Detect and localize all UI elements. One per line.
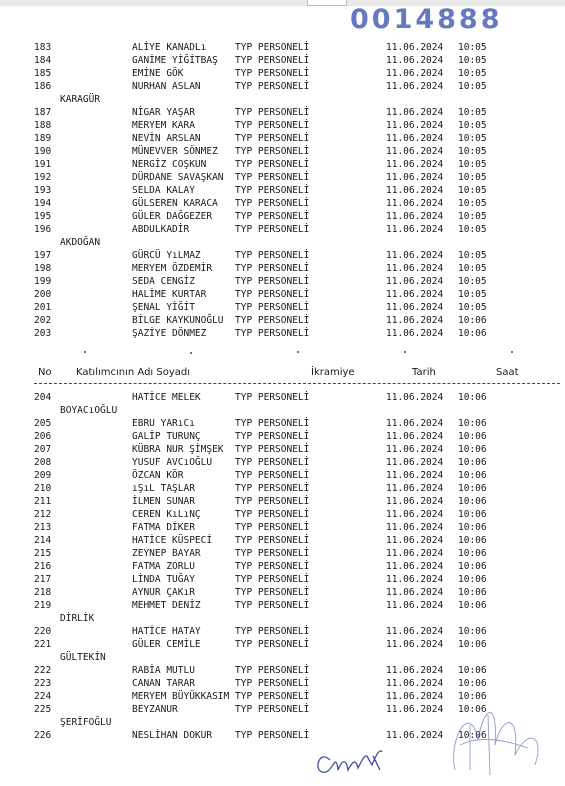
table-row	[0, 145, 565, 158]
row-time: 10:06	[458, 639, 487, 650]
row-time: 10:06	[458, 626, 487, 637]
top-tab	[307, 0, 347, 6]
participant-name: MERYEM KARA	[132, 120, 195, 131]
participant-name: HATİCE KÜSPECİ	[132, 535, 213, 546]
row-date: 11.06.2024	[386, 185, 444, 196]
row-number: 213	[34, 522, 52, 533]
row-time: 10:06	[458, 328, 487, 339]
row-number: 193	[34, 185, 52, 196]
participant-name: ABDULKADİR	[132, 224, 190, 235]
row-date: 11.06.2024	[386, 561, 444, 572]
bonus-type: TYP PERSONELİ	[235, 315, 310, 326]
group-heading	[0, 404, 565, 417]
row-date: 11.06.2024	[386, 211, 444, 222]
table-row	[0, 599, 565, 612]
row-time: 10:06	[458, 509, 487, 520]
table-row	[0, 67, 565, 80]
row-number: 190	[34, 146, 52, 157]
participant-name: GÜLER DAĞGEZER	[132, 211, 213, 222]
row-date: 11.06.2024	[386, 444, 444, 455]
row-time: 10:06	[458, 392, 487, 403]
participant-name: DÜRDANE SAVAŞKAN	[132, 172, 224, 183]
bonus-type: TYP PERSONELİ	[235, 185, 310, 196]
participant-name: ZEYNEP BAYAR	[132, 548, 201, 559]
document-number-stamp: 0014888	[350, 4, 503, 35]
row-number: 223	[34, 678, 52, 689]
group-label: DİRLİK	[60, 613, 95, 624]
bonus-type: TYP PERSONELİ	[235, 587, 310, 598]
row-date: 11.06.2024	[386, 42, 444, 53]
table-row	[0, 197, 565, 210]
bonus-type: TYP PERSONELİ	[235, 574, 310, 585]
bonus-type: TYP PERSONELİ	[235, 470, 310, 481]
table-row	[0, 288, 565, 301]
row-number: 216	[34, 561, 52, 572]
row-date: 11.06.2024	[386, 159, 444, 170]
row-date: 11.06.2024	[386, 509, 444, 520]
table-row	[0, 508, 565, 521]
row-time: 10:05	[458, 42, 487, 53]
bonus-type: TYP PERSONELİ	[235, 263, 310, 274]
row-number: 215	[34, 548, 52, 559]
row-number: 185	[34, 68, 52, 79]
row-date: 11.06.2024	[386, 678, 444, 689]
bonus-type: TYP PERSONELİ	[235, 159, 310, 170]
bonus-type: TYP PERSONELİ	[235, 691, 310, 702]
row-number: 207	[34, 444, 52, 455]
group-label: ŞERİFOĞLU	[60, 717, 112, 728]
row-date: 11.06.2024	[386, 457, 444, 468]
participant-name: FATMA ZORLU	[132, 561, 195, 572]
table-row	[0, 469, 565, 482]
bonus-type: TYP PERSONELİ	[235, 250, 310, 261]
row-date: 11.06.2024	[386, 315, 444, 326]
table-row	[0, 327, 565, 340]
row-number: 221	[34, 639, 52, 650]
header-divider	[34, 383, 560, 384]
header-time: Saat	[496, 367, 519, 378]
participant-name: NESLİHAN DOKUR	[132, 730, 213, 741]
participant-name: ŞAZİYE DÖNMEZ	[132, 328, 207, 339]
participant-name: EBRU YARıCı	[132, 418, 195, 429]
bonus-type: TYP PERSONELİ	[235, 276, 310, 287]
bonus-type: TYP PERSONELİ	[235, 561, 310, 572]
participant-name: EMİNE GÖK	[132, 68, 184, 79]
bonus-type: TYP PERSONELİ	[235, 68, 310, 79]
row-number: 186	[34, 81, 52, 92]
bonus-type: TYP PERSONELİ	[235, 496, 310, 507]
row-number: 218	[34, 587, 52, 598]
row-time: 10:05	[458, 198, 487, 209]
bonus-type: TYP PERSONELİ	[235, 211, 310, 222]
row-time: 10:06	[458, 418, 487, 429]
row-date: 11.06.2024	[386, 263, 444, 274]
participant-name: YUSUF AVCıOĞLU	[132, 457, 213, 468]
row-date: 11.06.2024	[386, 600, 444, 611]
row-time: 10:06	[458, 444, 487, 455]
bonus-type: TYP PERSONELİ	[235, 55, 310, 66]
row-time: 10:05	[458, 224, 487, 235]
group-heading	[0, 236, 565, 249]
table-header	[0, 366, 565, 379]
header-name: Katılımcının Adı Soyadı	[76, 367, 191, 378]
row-date: 11.06.2024	[386, 107, 444, 118]
participant-name: HATİCE HATAY	[132, 626, 201, 637]
row-number: 208	[34, 457, 52, 468]
row-number: 222	[34, 665, 52, 676]
row-number: 191	[34, 159, 52, 170]
table-row	[0, 547, 565, 560]
row-time: 10:05	[458, 172, 487, 183]
row-time: 10:06	[458, 431, 487, 442]
participant-name: AYNUR ÇAKıR	[132, 587, 195, 598]
row-number: 199	[34, 276, 52, 287]
participant-name: ıŞıL TAŞLAR	[132, 483, 195, 494]
row-date: 11.06.2024	[386, 55, 444, 66]
row-number: 201	[34, 302, 52, 313]
table-row	[0, 729, 565, 742]
row-time: 10:05	[458, 146, 487, 157]
row-number: 183	[34, 42, 52, 53]
participant-name: MERYEM ÖZDEMİR	[132, 263, 213, 274]
table-row	[0, 573, 565, 586]
table-row	[0, 54, 565, 67]
bonus-type: TYP PERSONELİ	[235, 626, 310, 637]
row-time: 10:06	[458, 522, 487, 533]
table-row	[0, 677, 565, 690]
row-time: 10:05	[458, 276, 487, 287]
row-time: 10:05	[458, 55, 487, 66]
table-row	[0, 262, 565, 275]
table-row	[0, 249, 565, 262]
row-time: 10:06	[458, 691, 487, 702]
row-time: 10:06	[458, 561, 487, 572]
bonus-type: TYP PERSONELİ	[235, 392, 310, 403]
row-number: 192	[34, 172, 52, 183]
row-date: 11.06.2024	[386, 470, 444, 481]
row-number: 194	[34, 198, 52, 209]
participant-name: GÜLER CEMİLE	[132, 639, 201, 650]
row-time: 10:05	[458, 263, 487, 274]
bonus-type: TYP PERSONELİ	[235, 457, 310, 468]
row-date: 11.06.2024	[386, 224, 444, 235]
row-date: 11.06.2024	[386, 68, 444, 79]
table-row	[0, 521, 565, 534]
bonus-type: TYP PERSONELİ	[235, 483, 310, 494]
row-number: 200	[34, 289, 52, 300]
participant-name: RABİA MUTLU	[132, 665, 195, 676]
participant-name: ÖZCAN KÖR	[132, 470, 184, 481]
row-time: 10:06	[458, 600, 487, 611]
row-date: 11.06.2024	[386, 418, 444, 429]
participant-name: GALİP TURUNÇ	[132, 431, 201, 442]
header-bonus: İkramiye	[311, 367, 355, 378]
participant-name: NİGAR YAŞAR	[132, 107, 195, 118]
row-time: 10:06	[458, 678, 487, 689]
row-number: 226	[34, 730, 52, 741]
row-time: 10:05	[458, 211, 487, 222]
bonus-type: TYP PERSONELİ	[235, 431, 310, 442]
bonus-type: TYP PERSONELİ	[235, 146, 310, 157]
participant-name: HALİME KURTAR	[132, 289, 207, 300]
bonus-type: TYP PERSONELİ	[235, 81, 310, 92]
bonus-type: TYP PERSONELİ	[235, 730, 310, 741]
bonus-type: TYP PERSONELİ	[235, 172, 310, 183]
group-heading	[0, 651, 565, 664]
row-number: 224	[34, 691, 52, 702]
participant-name: BEYZANUR	[132, 704, 178, 715]
bonus-type: TYP PERSONELİ	[235, 120, 310, 131]
row-number: 219	[34, 600, 52, 611]
bonus-type: TYP PERSONELİ	[235, 639, 310, 650]
bonus-type: TYP PERSONELİ	[235, 328, 310, 339]
participant-name: NURHAN ASLAN	[132, 81, 201, 92]
participant-name: ŞENAL YİĞİT	[132, 302, 195, 313]
group-label: KARAGÜR	[60, 94, 101, 105]
table-row	[0, 275, 565, 288]
bonus-type: TYP PERSONELİ	[235, 535, 310, 546]
bonus-type: TYP PERSONELİ	[235, 302, 310, 313]
row-date: 11.06.2024	[386, 730, 444, 741]
participant-name: BİLGE KAYKUNOĞLU	[132, 315, 224, 326]
bonus-type: TYP PERSONELİ	[235, 133, 310, 144]
row-number: 203	[34, 328, 52, 339]
row-number: 198	[34, 263, 52, 274]
participant-name: FATMA DİKER	[132, 522, 195, 533]
bonus-type: TYP PERSONELİ	[235, 509, 310, 520]
table-row	[0, 314, 565, 327]
row-number: 184	[34, 55, 52, 66]
table-row	[0, 80, 565, 93]
row-time: 10:06	[458, 665, 487, 676]
table-row	[0, 430, 565, 443]
table-row	[0, 391, 565, 404]
header-date: Tarih	[412, 367, 436, 378]
row-number: 204	[34, 392, 52, 403]
table-row	[0, 443, 565, 456]
row-date: 11.06.2024	[386, 665, 444, 676]
row-number: 189	[34, 133, 52, 144]
row-number: 225	[34, 704, 52, 715]
row-date: 11.06.2024	[386, 198, 444, 209]
participant-name: NERGİZ COŞKUN	[132, 159, 207, 170]
row-number: 205	[34, 418, 52, 429]
row-number: 214	[34, 535, 52, 546]
bonus-type: TYP PERSONELİ	[235, 665, 310, 676]
row-date: 11.06.2024	[386, 535, 444, 546]
row-date: 11.06.2024	[386, 250, 444, 261]
row-date: 11.06.2024	[386, 172, 444, 183]
group-heading	[0, 612, 565, 625]
row-date: 11.06.2024	[386, 302, 444, 313]
row-time: 10:06	[458, 730, 487, 741]
bonus-type: TYP PERSONELİ	[235, 444, 310, 455]
row-date: 11.06.2024	[386, 704, 444, 715]
row-time: 10:05	[458, 159, 487, 170]
row-number: 209	[34, 470, 52, 481]
participant-name: KÜBRA NUR ŞİMŞEK	[132, 444, 224, 455]
bonus-type: TYP PERSONELİ	[235, 198, 310, 209]
group-label: AKDOĞAN	[60, 237, 101, 248]
row-time: 10:05	[458, 68, 487, 79]
row-time: 10:06	[458, 315, 487, 326]
separator-dots	[0, 346, 565, 356]
row-date: 11.06.2024	[386, 120, 444, 131]
row-time: 10:06	[458, 704, 487, 715]
row-date: 11.06.2024	[386, 146, 444, 157]
row-date: 11.06.2024	[386, 276, 444, 287]
row-date: 11.06.2024	[386, 522, 444, 533]
bonus-type: TYP PERSONELİ	[235, 107, 310, 118]
participant-name: GANİME YİĞİTBAŞ	[132, 55, 218, 66]
row-number: 220	[34, 626, 52, 637]
row-number: 212	[34, 509, 52, 520]
table-row	[0, 210, 565, 223]
row-time: 10:06	[458, 535, 487, 546]
row-date: 11.06.2024	[386, 431, 444, 442]
bonus-type: TYP PERSONELİ	[235, 224, 310, 235]
bonus-type: TYP PERSONELİ	[235, 522, 310, 533]
row-date: 11.06.2024	[386, 626, 444, 637]
participant-name: HATİCE MELEK	[132, 392, 201, 403]
table-row	[0, 41, 565, 54]
participant-name: MÜNEVVER SÖNMEZ	[132, 146, 218, 157]
row-date: 11.06.2024	[386, 691, 444, 702]
table-row	[0, 703, 565, 716]
table-row	[0, 560, 565, 573]
row-time: 10:05	[458, 81, 487, 92]
table-row	[0, 586, 565, 599]
row-time: 10:06	[458, 548, 487, 559]
row-time: 10:06	[458, 574, 487, 585]
table-row	[0, 690, 565, 703]
row-date: 11.06.2024	[386, 81, 444, 92]
row-time: 10:06	[458, 470, 487, 481]
table-row	[0, 625, 565, 638]
row-time: 10:06	[458, 483, 487, 494]
row-date: 11.06.2024	[386, 496, 444, 507]
header-no: No	[38, 367, 52, 378]
row-time: 10:06	[458, 496, 487, 507]
row-number: 210	[34, 483, 52, 494]
table-row	[0, 482, 565, 495]
participant-name: MEHMET DENİZ	[132, 600, 201, 611]
participant-name: İLMEN SUNAR	[132, 496, 195, 507]
row-number: 217	[34, 574, 52, 585]
group-label: GÜLTEKİN	[60, 652, 106, 663]
table-row	[0, 184, 565, 197]
table-row	[0, 158, 565, 171]
row-time: 10:05	[458, 120, 487, 131]
row-number: 187	[34, 107, 52, 118]
bonus-type: TYP PERSONELİ	[235, 678, 310, 689]
group-label: BOYACıOĞLU	[60, 405, 118, 416]
table-row	[0, 119, 565, 132]
bonus-type: TYP PERSONELİ	[235, 548, 310, 559]
row-number: 197	[34, 250, 52, 261]
table-row	[0, 171, 565, 184]
row-date: 11.06.2024	[386, 133, 444, 144]
bonus-type: TYP PERSONELİ	[235, 418, 310, 429]
participant-name: SELDA KALAY	[132, 185, 195, 196]
row-time: 10:06	[458, 457, 487, 468]
table-row	[0, 301, 565, 314]
row-date: 11.06.2024	[386, 289, 444, 300]
participant-name: GÜRCÜ YıLMAZ	[132, 250, 201, 261]
participant-name: ALİYE KANADLı	[132, 42, 207, 53]
group-heading	[0, 716, 565, 729]
participant-name: CEREN KıLıNÇ	[132, 509, 201, 520]
table-row	[0, 417, 565, 430]
row-date: 11.06.2024	[386, 574, 444, 585]
row-date: 11.06.2024	[386, 328, 444, 339]
group-heading	[0, 93, 565, 106]
row-date: 11.06.2024	[386, 587, 444, 598]
table-row	[0, 223, 565, 236]
participant-name: MERYEM BÜYÜKKASIM	[132, 691, 230, 702]
participant-name: GÜLSEREN KARACA	[132, 198, 218, 209]
table-row	[0, 638, 565, 651]
bonus-type: TYP PERSONELİ	[235, 42, 310, 53]
row-time: 10:05	[458, 133, 487, 144]
row-time: 10:06	[458, 587, 487, 598]
bonus-type: TYP PERSONELİ	[235, 704, 310, 715]
row-number: 195	[34, 211, 52, 222]
row-number: 206	[34, 431, 52, 442]
participant-name: LİNDA TUĞAY	[132, 574, 195, 585]
row-time: 10:05	[458, 250, 487, 261]
row-number: 188	[34, 120, 52, 131]
participant-name: CANAN TARAR	[132, 678, 195, 689]
table-row	[0, 664, 565, 677]
row-number: 211	[34, 496, 52, 507]
row-time: 10:05	[458, 185, 487, 196]
row-number: 202	[34, 315, 52, 326]
row-date: 11.06.2024	[386, 639, 444, 650]
row-date: 11.06.2024	[386, 548, 444, 559]
bonus-type: TYP PERSONELİ	[235, 600, 310, 611]
participant-name: NEVİN ARSLAN	[132, 133, 201, 144]
bonus-type: TYP PERSONELİ	[235, 289, 310, 300]
table-row	[0, 495, 565, 508]
table-row	[0, 106, 565, 119]
row-time: 10:05	[458, 289, 487, 300]
participant-name: SEDA CENGİZ	[132, 276, 195, 287]
table-row	[0, 132, 565, 145]
table-row	[0, 534, 565, 547]
row-time: 10:05	[458, 302, 487, 313]
table-row	[0, 456, 565, 469]
row-date: 11.06.2024	[386, 483, 444, 494]
row-time: 10:05	[458, 107, 487, 118]
row-number: 196	[34, 224, 52, 235]
row-date: 11.06.2024	[386, 392, 444, 403]
